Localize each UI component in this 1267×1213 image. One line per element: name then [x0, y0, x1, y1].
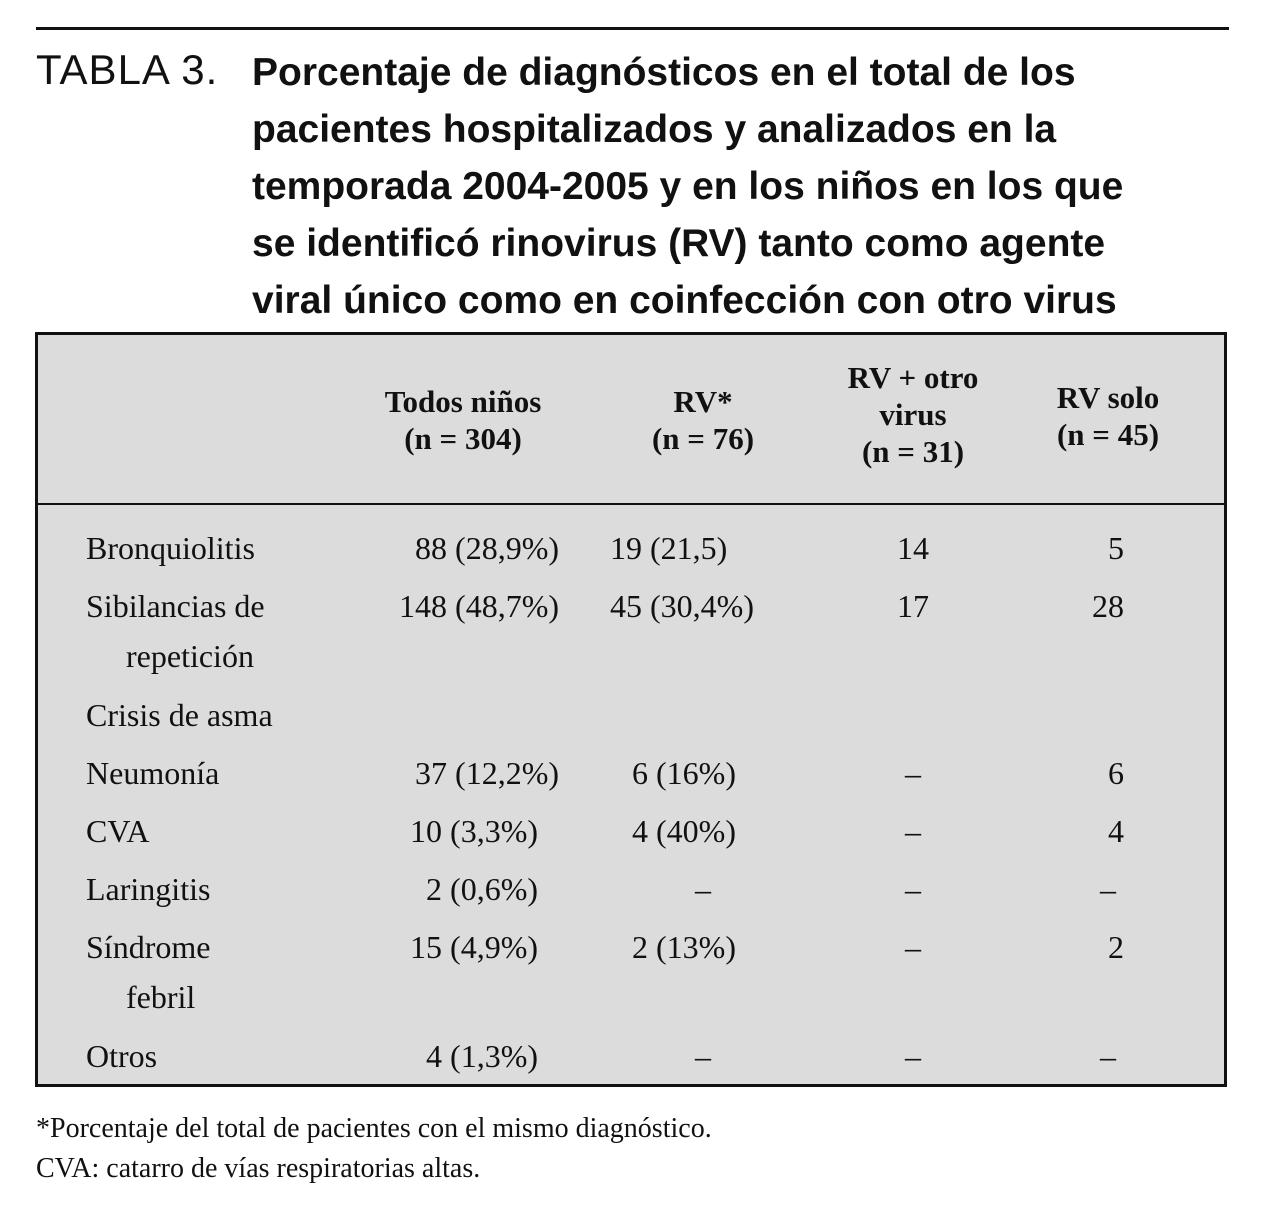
cell-rv: 2 (13%) — [632, 929, 736, 965]
row-label: Crisis de asma — [86, 697, 273, 733]
cell-rv-otro: – — [905, 755, 921, 791]
cell-rv-solo: 4 — [1108, 813, 1124, 849]
header-rv — [608, 383, 798, 457]
cell-rv-solo: 2 — [1108, 929, 1124, 965]
cell-rv-solo: 5 — [1108, 530, 1124, 566]
header-line: (n = 76) — [651, 421, 755, 456]
top-rule — [36, 27, 1229, 30]
cell-rv: – — [695, 871, 711, 907]
table-title — [252, 44, 1237, 329]
header-line: (n = 31) — [861, 434, 965, 469]
header-line: RV* — [673, 384, 733, 419]
row-label: CVA — [86, 813, 150, 849]
row-label: Sibilancias de repetición — [86, 588, 265, 674]
title-line: pacientes hospitalizados y analizados en la — [252, 108, 1057, 151]
row-label: Otros — [86, 1038, 158, 1074]
title-line: se identificó rinovirus (RV) tanto como agente — [252, 222, 1106, 265]
cell-todos: 15 (4,9%) — [410, 929, 538, 965]
header-rv-solo — [1028, 379, 1188, 453]
title-line: temporada 2004-2005 y en los niños en los que — [252, 165, 1124, 208]
cell-rv: – — [695, 1038, 711, 1074]
cell-rv: 4 (40%) — [632, 813, 736, 849]
cell-todos: 10 (3,3%) — [410, 813, 538, 849]
data-table — [35, 332, 1227, 1087]
cell-rv-otro: 17 — [897, 588, 929, 624]
cell-todos: 4 (1,3%) — [426, 1038, 538, 1074]
header-line: Todos niños — [384, 384, 542, 419]
cell-rv-otro: 14 — [897, 530, 929, 566]
header-line: RV solo — [1056, 380, 1160, 415]
row-label: Laringitis — [86, 871, 211, 907]
cell-rv: 19 (21,5) — [610, 530, 728, 566]
cell-rv-solo: – — [1100, 871, 1116, 907]
header-line: RV + otro — [847, 360, 979, 395]
cell-rv-otro: – — [905, 871, 921, 907]
row-label: Síndrome febril — [86, 929, 211, 1015]
header-line: virus — [879, 397, 947, 432]
header-line: (n = 304) — [404, 421, 522, 456]
table-number: TABLA 3. — [36, 46, 219, 93]
cell-rv: 6 (16%) — [632, 755, 736, 791]
cell-todos: 37 (12,2%) — [415, 755, 559, 791]
header-separator — [38, 503, 1224, 505]
cell-rv: 45 (30,4%) — [610, 588, 754, 624]
cell-rv-otro: – — [905, 1038, 921, 1074]
cell-rv-otro: – — [905, 929, 921, 965]
cell-todos: 2 (0,6%) — [426, 871, 538, 907]
title-line: Porcentaje de diagnósticos en el total de los — [252, 51, 1076, 94]
header-rv-otro-virus — [808, 359, 1018, 470]
cell-todos: 88 (28,9%) — [415, 530, 559, 566]
row-label: Bronquiolitis — [86, 530, 255, 566]
cell-rv-solo: 28 — [1092, 588, 1124, 624]
footnote-cva: CVA: catarro de vías respiratorias altas. — [36, 1153, 481, 1184]
cell-rv-otro: – — [905, 813, 921, 849]
cell-todos: 148 (48,7%) — [399, 588, 559, 624]
cell-rv-solo: – — [1100, 1038, 1116, 1074]
footnote-asterisk: *Porcentaje del total de pacientes con el mismo diagnóstico. — [36, 1113, 712, 1144]
cell-rv-solo: 6 — [1108, 755, 1124, 791]
header-line: (n = 45) — [1056, 417, 1160, 452]
header-todos-ninos — [328, 383, 598, 457]
row-label: Neumonía — [86, 755, 220, 791]
title-line: viral único como en coinfección con otro virus — [252, 279, 1117, 322]
